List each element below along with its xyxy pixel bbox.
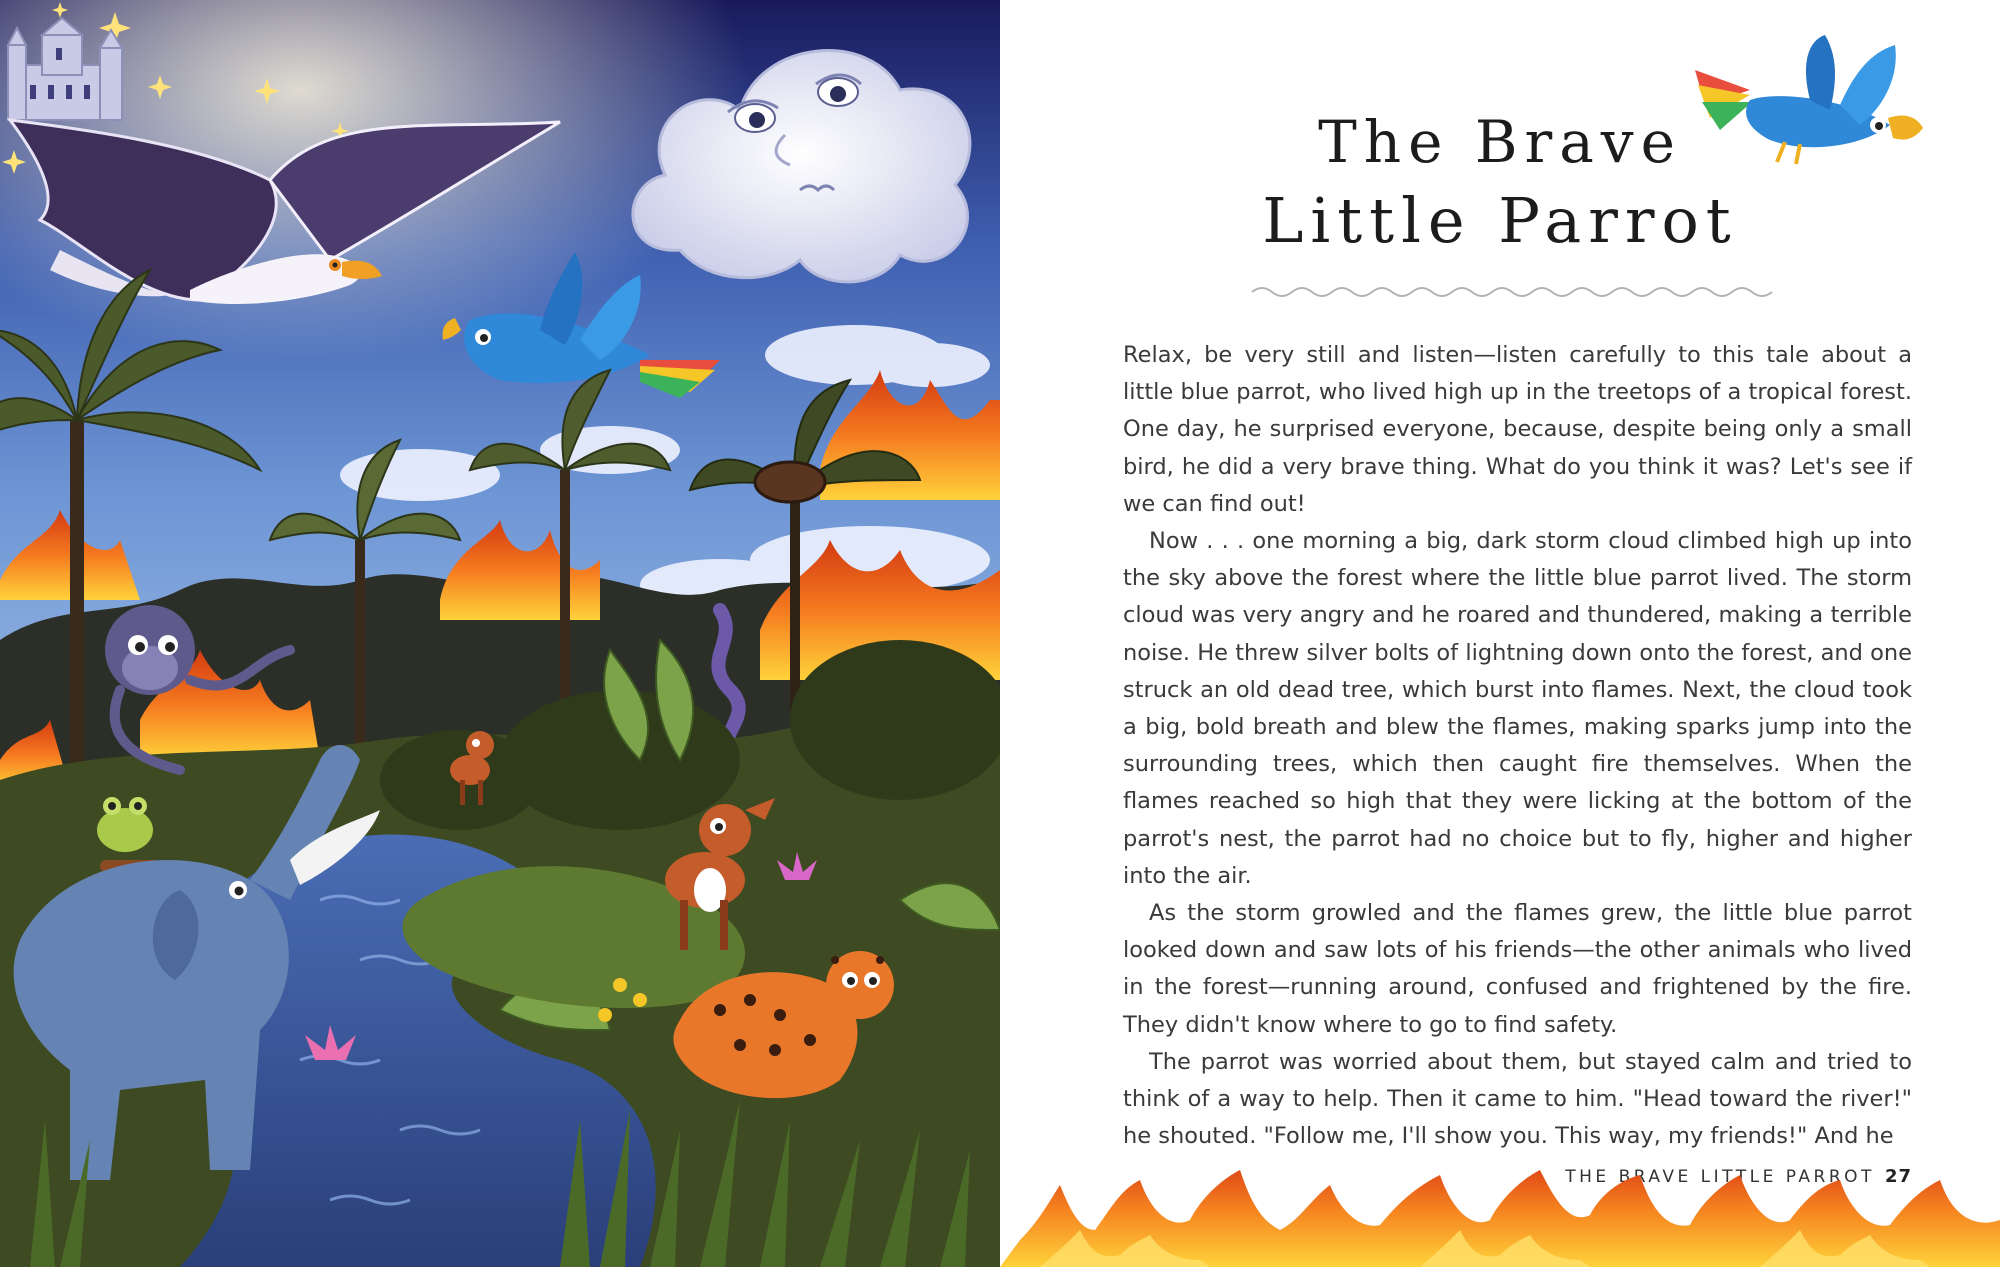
flames-border — [1000, 1160, 2000, 1267]
paragraph-4: The parrot was worried about them, but stayed calm and tried to think of a way to help. Then it came to him. "Head toward the river!" he shouted. "Follow me, I'll show you. This way, my friends!" And he — [1123, 1048, 1912, 1150]
page-title-line-2: Little Parrot — [1262, 184, 1738, 257]
running-title: THE BRAVE LITTLE PARROT — [1565, 1167, 1875, 1187]
page-number: 27 — [1884, 1166, 1912, 1187]
wavy-divider — [1250, 280, 1780, 304]
paragraph-1: Relax, be very still and listen—listen carefully to this tale about a little blue parrot, who lived high up in the treetops of a tropical forest. One day, he surprised everyone, because, despite being only a small bird, he did a very brave thing. What do you think it was? Let's see if we can find out! — [1123, 342, 1912, 517]
paragraph-3: As the storm growled and the flames grew, the little blue parrot looked down and saw lots of his friends—the other animals who lived in the forest—running around, confused and frightened by the fire. They didn't know where to go to find safety. — [1123, 900, 1912, 1038]
bird-nest — [755, 462, 825, 502]
page-title-line-1: The Brave — [1318, 108, 1682, 176]
text-page — [1000, 0, 2000, 1267]
paragraph-2: Now . . . one morning a big, dark storm cloud climbed high up into the sky above the forest where the little blue parrot lived. The storm cloud was very angry and he roared and thundered, making a terrible noise. He threw silver bolts of lightning down onto the forest, and one struck an old dead tree, which burst into flames. Next, the cloud took a big, bold breath and blew the flames, making sparks jump into the surrounding trees, which then caught fire themselves. When the flames reached so high that they were licking at the bottom of the parrot's nest, the parrot had no choice but to fly, higher and higher into the air. — [1123, 528, 1912, 889]
story-body — [1123, 337, 1912, 1155]
